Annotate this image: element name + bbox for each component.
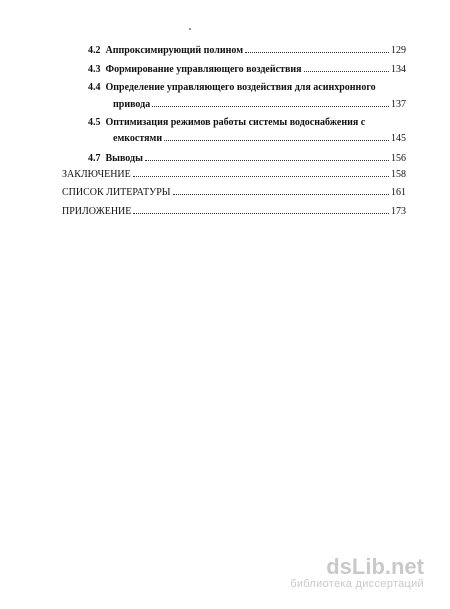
toc-page: 137 xyxy=(391,99,406,110)
toc-title: СПИСОК ЛИТЕРАТУРЫ xyxy=(62,187,171,198)
toc-page: 134 xyxy=(391,64,406,75)
toc-title-cont: емкостями xyxy=(113,133,163,144)
toc-entry-appendix xyxy=(62,205,406,218)
toc-number: 4.7 xyxy=(88,153,101,164)
watermark-subtitle: библиотека диссертаций xyxy=(290,578,424,590)
toc-page: 158 xyxy=(391,169,406,180)
toc-entry-4-3 xyxy=(88,63,406,76)
toc-entry-4-7 xyxy=(88,152,406,165)
watermark xyxy=(290,556,424,591)
toc-number: 4.4 xyxy=(88,82,101,93)
toc-page: 156 xyxy=(391,153,406,164)
toc-leader xyxy=(245,44,389,53)
toc-page: 173 xyxy=(391,206,406,217)
toc-entry-references xyxy=(62,186,406,199)
toc-title: ПРИЛОЖЕНИЕ xyxy=(62,206,132,217)
toc-leader xyxy=(133,168,389,177)
toc-entry-4-2 xyxy=(88,44,406,57)
toc-title-cont: привода xyxy=(113,99,151,110)
scan-dot xyxy=(189,28,191,30)
toc-entry-4-4-line1 xyxy=(88,82,376,94)
toc-entry-4-4 xyxy=(113,98,406,111)
toc-entry-4-5 xyxy=(113,132,406,145)
toc-number: 4.5 xyxy=(88,117,101,128)
toc-page: 161 xyxy=(391,187,406,198)
toc-title: Оптимизация режимов работы системы водоснабжения с xyxy=(105,117,366,128)
toc-page: 145 xyxy=(391,133,406,144)
toc-title: Выводы xyxy=(105,153,143,164)
toc-title: Формирование управляющего воздействия xyxy=(105,64,302,75)
toc-leader xyxy=(304,63,389,72)
toc-title: Аппроксимирующий полином xyxy=(105,45,244,56)
toc-leader xyxy=(164,132,389,141)
toc-title: ЗАКЛЮЧЕНИЕ xyxy=(62,169,131,180)
toc-leader xyxy=(133,205,389,214)
toc-number: 4.3 xyxy=(88,64,101,75)
toc-entry-4-5-line1 xyxy=(88,117,365,129)
toc-page: 129 xyxy=(391,45,406,56)
toc-number: 4.2 xyxy=(88,45,101,56)
toc-entry-conclusion xyxy=(62,168,406,181)
toc-leader xyxy=(145,152,389,161)
toc-leader xyxy=(173,186,390,195)
toc-leader xyxy=(152,98,389,107)
toc-title: Определение управляющего воздействия для асинхронного xyxy=(105,82,376,93)
watermark-brand: dsLib.net xyxy=(326,554,424,579)
